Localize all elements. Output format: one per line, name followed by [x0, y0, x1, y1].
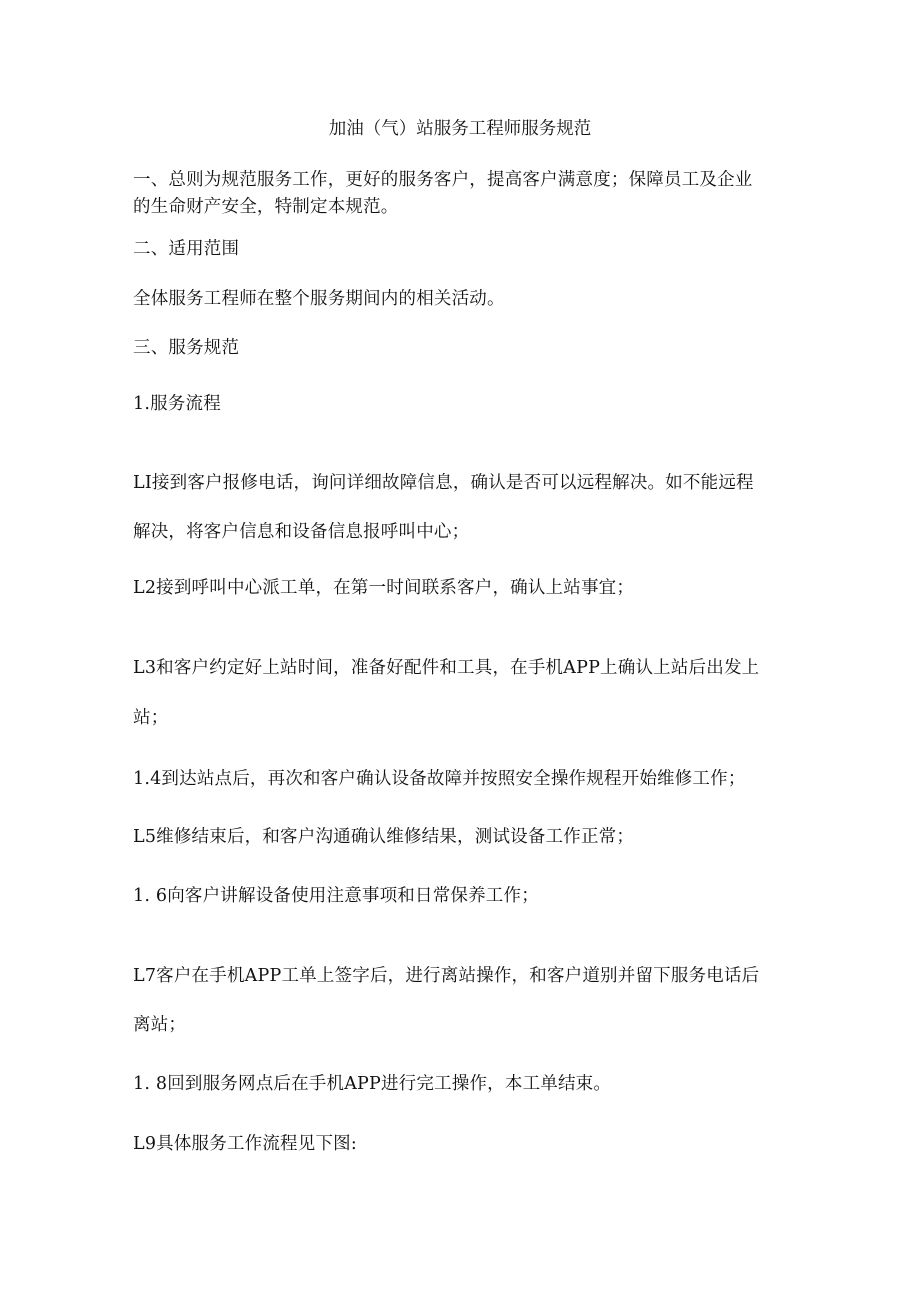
process-item-7-line-2: 离站； — [133, 1015, 187, 1035]
process-item-3-line-2: 站； — [133, 708, 169, 728]
general-principle-line-1: 一、总则为规范服务工作，更好的服务客户，提高客户满意度；保障员工及企业 — [133, 170, 753, 190]
process-item-1-line-2: 解决，将客户信息和设备信息报呼叫中心； — [133, 522, 470, 542]
process-item-1-line-1: LI接到客户报修电话，询问详细故障信息，确认是否可以远程解决。如不能远程 — [133, 473, 754, 493]
scope-text: 全体服务工程师在整个服务期间内的相关活动。 — [133, 289, 505, 309]
process-item-3-line-1: L3和客户约定好上站时间，准备好配件和工具，在手机APP上确认上站后出发上 — [133, 658, 760, 678]
process-item-5: L5维修结束后，和客户沟通确认维修结果，测试设备工作正常； — [133, 827, 635, 847]
scope-heading: 二、适用范围 — [133, 239, 240, 259]
general-principle-line-2: 的生命财产安全，特制定本规范。 — [133, 197, 399, 217]
process-item-8: 1. 8回到服务网点后在手机APP进行完工操作，本工单结束。 — [133, 1074, 612, 1094]
spec-heading: 三、服务规范 — [133, 338, 240, 358]
process-heading: 1.服务流程 — [133, 394, 221, 414]
process-item-6: 1. 6向客户讲解设备使用注意事项和日常保养工作； — [133, 886, 539, 906]
document-title: 加油（气）站服务工程师服务规范 — [328, 119, 592, 139]
process-item-7-line-1: L7客户在手机APP工单上签字后，进行离站操作，和客户道别并留下服务电话后 — [133, 966, 760, 986]
process-item-2: L2接到呼叫中心派工单，在第一时间联系客户，确认上站事宜； — [133, 578, 635, 598]
process-item-9: L9具体服务工作流程见下图: — [133, 1134, 357, 1154]
process-item-4: 1.4到达站点后，再次和客户确认设备故障并按照安全操作规程开始维修工作； — [133, 769, 746, 789]
